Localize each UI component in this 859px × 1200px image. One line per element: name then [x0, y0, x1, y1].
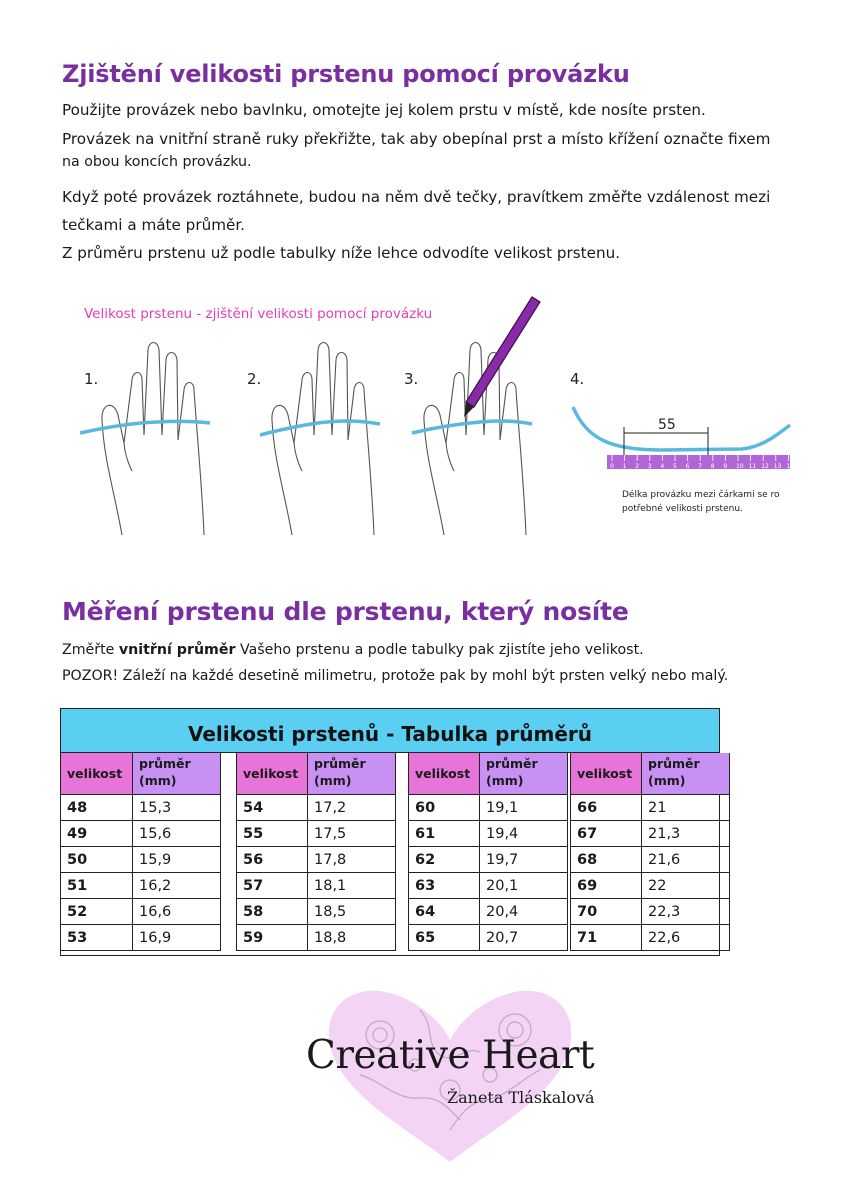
size-cell: 56	[236, 847, 308, 873]
column-header-diameter-line2: (mm)	[314, 773, 352, 788]
column-header-diameter-line1: průměr	[139, 756, 191, 771]
size-cell: 52	[61, 899, 133, 925]
diameter-cell: 18,5	[308, 899, 396, 925]
diameter-cell: 20,7	[480, 925, 568, 951]
illustration-title: Velikost prstenu - zjištění velikosti pomocí provázku	[84, 306, 433, 322]
ruler-tick-label: 1	[622, 463, 627, 470]
size-cell: 51	[61, 873, 133, 899]
size-cell: 55	[236, 821, 308, 847]
ruler-tick-label: 4	[660, 463, 665, 470]
logo-author: Žaneta Tláskalová	[447, 1088, 595, 1107]
diameter-cell: 15,3	[133, 795, 221, 821]
size-cell: 68	[570, 847, 642, 873]
diameter-cell: 19,1	[480, 795, 568, 821]
size-cell: 59	[236, 925, 308, 951]
column-header-diameter-line2: (mm)	[486, 773, 524, 788]
ruler-tick-label: 13	[773, 463, 782, 470]
logo-title: Creative Heart	[306, 1033, 595, 1078]
ruler-tick-label: 2	[635, 463, 640, 470]
ruler-tick-label: 11	[748, 463, 757, 470]
diameter-cell: 20,4	[480, 899, 568, 925]
diameter-cell: 18,1	[308, 873, 396, 899]
step-3-label: 3.	[404, 370, 419, 388]
column-header-diameter	[133, 753, 221, 795]
diameter-cell: 22,3	[642, 899, 730, 925]
diameter-cell: 21,3	[642, 821, 730, 847]
instruction-paragraph-1: Použijte provázek nebo bavlnku, omotejte jej kolem prstu v místě, kde nosíte prsten.	[62, 101, 706, 119]
ruler-tick-label: 5	[673, 463, 677, 470]
column-header-diameter-line2: (mm)	[648, 773, 686, 788]
size-cell: 53	[61, 925, 133, 951]
diameter-cell: 22,6	[642, 925, 730, 951]
ruler-tick-label: 6	[685, 463, 690, 470]
string-4	[573, 407, 790, 450]
ruler-tick-label: 9	[723, 463, 728, 470]
size-cell: 58	[236, 899, 308, 925]
column-header-size: velikost	[570, 753, 642, 795]
instruction-paragraph-4: Z průměru prstenu už podle tabulky níže lehce odvodíte velikost prstenu.	[62, 244, 621, 262]
size-cell: 50	[61, 847, 133, 873]
hand-step-1-icon	[102, 343, 204, 536]
instruction-paragraph-3a: Když poté provázek roztáhnete, budou na něm dvě tečky, pravítkem změřte vzdálenost mezi	[62, 188, 771, 206]
diameter-cell: 16,2	[133, 873, 221, 899]
ring-instruction-1	[62, 640, 644, 660]
section-title-string-method: Zjištění velikosti prstenu pomocí provázku	[62, 60, 630, 88]
diameter-cell: 15,6	[133, 821, 221, 847]
diameter-cell: 21,6	[642, 847, 730, 873]
ruler-tick-label: 10	[736, 463, 744, 470]
diameter-cell: 22	[642, 873, 730, 899]
step-1-label: 1.	[84, 370, 99, 388]
step-4-label: 4.	[570, 370, 585, 388]
column-header-diameter-line1: průměr	[486, 756, 538, 771]
instruction-paragraph-2b: na obou koncích provázku.	[62, 154, 252, 170]
size-cell: 69	[570, 873, 642, 899]
size-cell: 62	[408, 847, 480, 873]
instruction-paragraph-2a: Provázek na vnitřní straně ruky překřižte, tak aby obepínal prst a místo křížení označte fixem	[62, 130, 771, 148]
diameter-cell: 19,7	[480, 847, 568, 873]
column-header-diameter	[308, 753, 396, 795]
column-header-diameter	[480, 753, 568, 795]
size-cell: 64	[408, 899, 480, 925]
ruler-tick-label: 3	[647, 463, 652, 470]
column-header-diameter	[642, 753, 730, 795]
ring-instruction-1-bold: vnitřní průměr	[118, 642, 236, 658]
diameter-cell: 17,5	[308, 821, 396, 847]
size-cell: 54	[236, 795, 308, 821]
section-title-ring-method: Měření prstenu dle prstenu, který nosíte	[62, 597, 629, 626]
ruler-tick-label: 12	[761, 463, 769, 470]
size-cell: 71	[570, 925, 642, 951]
column-header-diameter-line2: (mm)	[139, 773, 177, 788]
diameter-cell: 18,8	[308, 925, 396, 951]
string-1	[80, 421, 210, 433]
instruction-paragraph-3b: tečkami a máte průměr.	[62, 216, 246, 234]
measure-value: 55	[658, 417, 676, 433]
step-2-label: 2.	[247, 370, 262, 388]
table-title: Velikosti prstenů - Tabulka průměrů	[61, 709, 719, 753]
string-2	[260, 421, 380, 435]
diameter-cell: 17,2	[308, 795, 396, 821]
ruler-tick-label: 14	[786, 463, 795, 470]
diameter-cell: 19,4	[480, 821, 568, 847]
size-cell: 66	[570, 795, 642, 821]
hand-step-3-icon	[424, 343, 526, 536]
size-cell: 70	[570, 899, 642, 925]
size-cell: 67	[570, 821, 642, 847]
size-cell: 65	[408, 925, 480, 951]
diameter-cell: 17,8	[308, 847, 396, 873]
size-cell: 49	[61, 821, 133, 847]
diameter-cell: 16,9	[133, 925, 221, 951]
size-cell: 48	[61, 795, 133, 821]
column-header-size: velikost	[408, 753, 480, 795]
column-header-size: velikost	[61, 753, 133, 795]
diameter-cell: 20,1	[480, 873, 568, 899]
diameter-cell: 15,9	[133, 847, 221, 873]
ruler-tick-label: 0	[610, 463, 614, 470]
ring-size-table	[60, 708, 720, 956]
column-header-diameter-line1: průměr	[314, 756, 366, 771]
string-3	[412, 421, 532, 433]
column-header-size: velikost	[236, 753, 308, 795]
illustration-caption-1: Délka provázku mezi čárkami se ro	[622, 490, 780, 500]
size-cell: 57	[236, 873, 308, 899]
column-header-diameter-line1: průměr	[648, 756, 700, 771]
size-cell: 63	[408, 873, 480, 899]
diameter-cell: 21	[642, 795, 730, 821]
ring-instruction-2: POZOR! Záleží na každé desetině milimetru, protože pak by mohl být prsten velký nebo malý.	[62, 668, 729, 684]
diameter-cell: 16,6	[133, 899, 221, 925]
size-cell: 61	[408, 821, 480, 847]
ruler-tick-label: 8	[710, 463, 715, 470]
marker-pen-icon	[464, 297, 540, 417]
ring-instruction-1-pre: Změřte	[62, 642, 119, 658]
measurement-illustration	[62, 285, 795, 570]
size-cell: 60	[408, 795, 480, 821]
ruler-tick-label: 7	[698, 463, 703, 470]
ring-instruction-1-post: Vašeho prstenu a podle tabulky pak zjistíte jeho velikost.	[235, 642, 644, 658]
hand-step-2-icon	[272, 343, 374, 536]
illustration-caption-2: potřebné velikosti prstenu.	[622, 504, 743, 514]
